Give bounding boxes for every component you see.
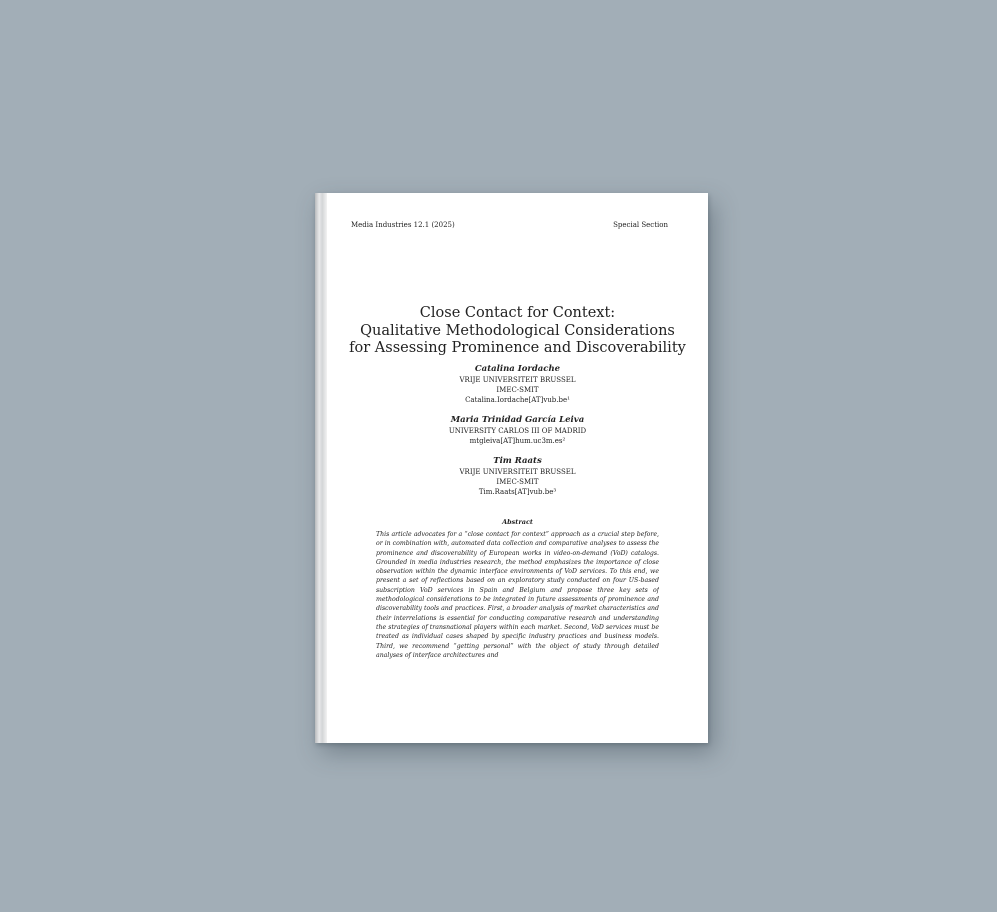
journal-book: [315, 193, 708, 743]
author-affiliation: VRIJE UNIVERSITEIT BRUSSEL: [459, 468, 576, 476]
author-name: Tim Raats: [493, 456, 542, 466]
journal-issue: Media Industries 12.1 (2025): [351, 221, 455, 229]
author-name: Maria Trinidad García Leiva: [450, 415, 585, 425]
author-affiliation: IMEC-SMIT: [496, 478, 539, 486]
author-block-1: [327, 364, 708, 405]
article-title: [327, 305, 708, 358]
author-block-3: [327, 456, 708, 497]
author-affiliation: UNIVERSITY CARLOS III OF MADRID: [448, 427, 587, 435]
abstract-text: This article advocates for a “close contact for context” approach as a crucial step before, or in combination with, automated data collection and comparative analyses to assess the prominence and discoverability of European works in video-on-demand (VoD) catalogs. Grounded in media industries research, the method emphasizes the importance of close observation within the dynamic interface environments of VoD services. To this end, we present a set of reflections based on an exploratory study conducted on four US-based subscription VoD services in Spain and Belgium and propose three key sets of methodological considerations to be integrated in future assessments of prominence and discoverability tools and practices. First, a broader analysis of market characteristics and their interrelations is essential for conducting comparative research and understanding the strategies of transnational players within each market. Second, VoD services must be treated as individual cases shaped by specific industry practices and business models. Third, we recommend “getting personal” with the object of study through detailed analyses of interface architectures and: [376, 531, 659, 659]
author-email: mtgleiva[AT]hum.uc3m.es²: [469, 437, 566, 445]
author-name: Catalina Iordache: [474, 364, 561, 374]
author-email: Tim.Raats[AT]vub.be³: [478, 488, 557, 496]
abstract-heading: Abstract: [502, 518, 533, 526]
section-label: Special Section: [613, 221, 668, 229]
book-spine: [315, 193, 327, 743]
title-line-3: for Assessing Prominence and Discoverability: [349, 340, 686, 356]
running-header: [351, 221, 668, 229]
author-affiliation: IMEC-SMIT: [496, 386, 539, 394]
author-email: Catalina.Iordache[AT]vub.be¹: [465, 396, 570, 404]
author-affiliation: VRIJE UNIVERSITEIT BRUSSEL: [459, 376, 576, 384]
cover-page: [327, 193, 708, 743]
title-line-1: Close Contact for Context:: [419, 305, 616, 321]
title-line-2: Qualitative Methodological Considerations: [360, 322, 675, 339]
author-block-2: [327, 415, 708, 446]
